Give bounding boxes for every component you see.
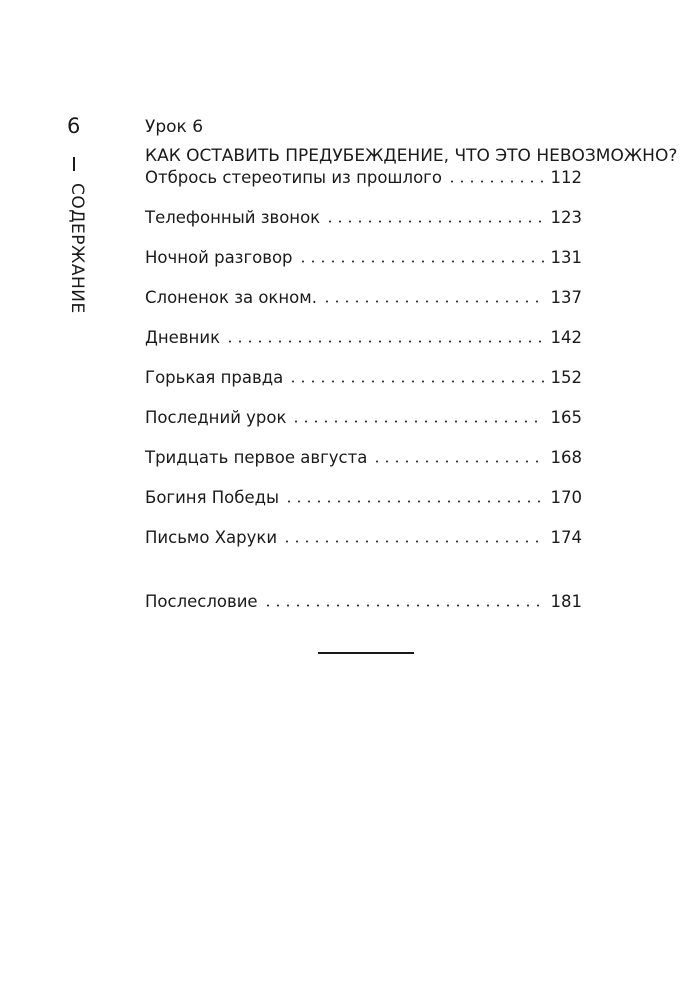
page-number: 6 [67,114,81,138]
toc-entry-page: 123 [550,208,582,227]
toc-entry-title: Последний урок [145,408,287,427]
toc-entry [145,286,582,310]
toc-entry-title: Ночной разговор [145,248,293,267]
dot-leader [372,459,544,464]
lesson-label: Урок 6 [145,117,204,137]
dot-leader [447,179,545,184]
toc-entry-afterword [145,590,582,614]
toc-entry-title: Послесловие [145,592,258,611]
toc-entry-title: Телефонный звонок [145,208,321,227]
end-rule [318,652,414,654]
toc-entry-title: Отбрось стереотипы из прошлого [145,168,442,187]
dot-leader [284,499,544,504]
dot-leader [288,379,544,384]
toc-entry-page: 165 [550,408,582,427]
toc-entry-page: 168 [550,448,582,467]
toc-entry-title: Горькая правда [145,368,284,387]
toc-entry-page: 137 [550,288,582,307]
toc-entry-page: 152 [550,368,582,387]
dot-leader [282,539,544,544]
toc-entry-page: 174 [550,528,582,547]
dot-leader [325,219,544,224]
toc-entry-page: 131 [550,248,582,267]
toc-entry [145,486,582,510]
lesson-title: КАК ОСТАВИТЬ ПРЕДУБЕЖДЕНИЕ, ЧТО ЭТО НЕВОЗМОЖНО? [145,146,678,166]
running-head: СОДЕРЖАНИЕ [67,182,87,314]
dot-leader [225,339,544,344]
dot-leader [298,259,545,264]
dot-leader [322,299,545,304]
toc-entry [145,206,582,230]
toc-entry-title: Тридцать первое августа [145,448,368,467]
toc-entry [145,526,582,550]
toc-entry [145,166,582,190]
dot-leader [263,603,545,608]
toc-entry [145,246,582,270]
toc-entry-title: Богиня Победы [145,488,280,507]
toc-entry-page: 142 [550,328,582,347]
toc-entry [145,446,582,470]
dot-leader [291,419,544,424]
toc-entry-title: Письмо Харуки [145,528,278,547]
toc-entry-title: Дневник [145,328,221,347]
margin-dash [73,157,75,171]
toc-entry [145,406,582,430]
toc-entry [145,366,582,390]
toc-entry-page: 112 [550,168,582,187]
toc-entry-page: 170 [550,488,582,507]
toc-entry [145,326,582,350]
toc-entry-title: Слоненок за окном. [145,288,317,307]
toc-entry-page: 181 [550,592,582,611]
lesson-header [145,113,677,171]
